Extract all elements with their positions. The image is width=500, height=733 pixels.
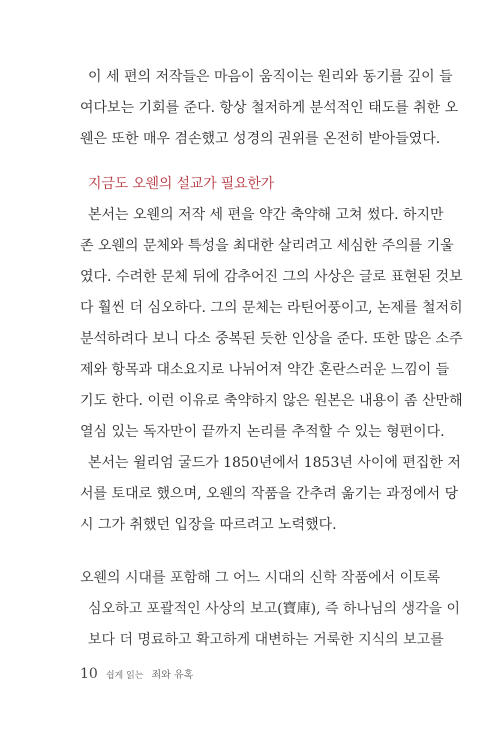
book-series-label: 쉽게 읽는 (105, 671, 144, 681)
quote-line-2: 심오하고 포괄적인 사상의 보고(寶庫), 즉 하나님의 생각을 이 (88, 601, 461, 617)
paragraph-3-line-2: 서를 토대로 했으며, 오웬의 작품을 간추려 옮기는 과정에서 당 (80, 486, 459, 502)
paragraph-2-line-4: 다 훨씬 더 심오하다. 그의 문체는 라틴어풍이고, 논제를 철저히 (80, 300, 463, 316)
paragraph-2-line-5: 분석하려다 보니 다소 중복된 듯한 인상을 준다. 또한 많은 소주 (80, 331, 463, 347)
quote-line-3: 보다 더 명료하고 확고하게 대변하는 거룩한 지식의 보고를 (88, 632, 444, 648)
paragraph-3-line-1: 본서는 윌리엄 굴드가 1850년에서 1853년 사이에 편집한 저 (88, 455, 461, 471)
page-number: 10 (80, 666, 98, 682)
quote-line-1: 오웬의 시대를 포함해 그 어느 시대의 신학 작품에서 이토록 (80, 570, 441, 586)
paragraph-2-line-1: 본서는 오웬의 저작 세 편을 약간 축약해 고쳐 썼다. 하지만 (88, 207, 444, 223)
paragraph-2-line-3: 였다. 수려한 문체 뒤에 감추어진 그의 사상은 글로 표현된 것보 (80, 269, 463, 285)
paragraph-2-line-2: 존 오웬의 문체와 특성을 최대한 살리려고 세심한 주의를 기울 (80, 238, 454, 254)
paragraph-1-line-3: 웬은 또한 매우 겸손했고 성경의 권위를 온전히 받아들였다. (80, 131, 441, 147)
page-footer (80, 666, 193, 682)
paragraph-1-line-1: 이 세 편의 저작들은 마음이 움직이는 원리와 동기를 깊이 들 (88, 69, 453, 85)
book-title: 죄와 유혹 (151, 670, 194, 681)
paragraph-3-line-3: 시 그가 취했던 입장을 따르려고 노력했다. (80, 517, 337, 533)
paragraph-2-line-8: 열심 있는 독자만이 끝까지 논리를 추적할 수 있는 형편이다. (80, 424, 445, 440)
paragraph-2-line-7: 기도 한다. 이런 이유로 축약하지 않은 원본은 내용이 좀 산만해 (80, 393, 463, 409)
section-heading: 지금도 오웬의 설교가 필요한가 (88, 176, 274, 192)
paragraph-1-line-2: 여다보는 기회를 준다. 항상 철저하게 분석적인 태도를 취한 오 (80, 100, 459, 116)
paragraph-2-line-6: 제와 항목과 대소요지로 나뉘어져 약간 혼란스러운 느낌이 들 (80, 362, 450, 378)
